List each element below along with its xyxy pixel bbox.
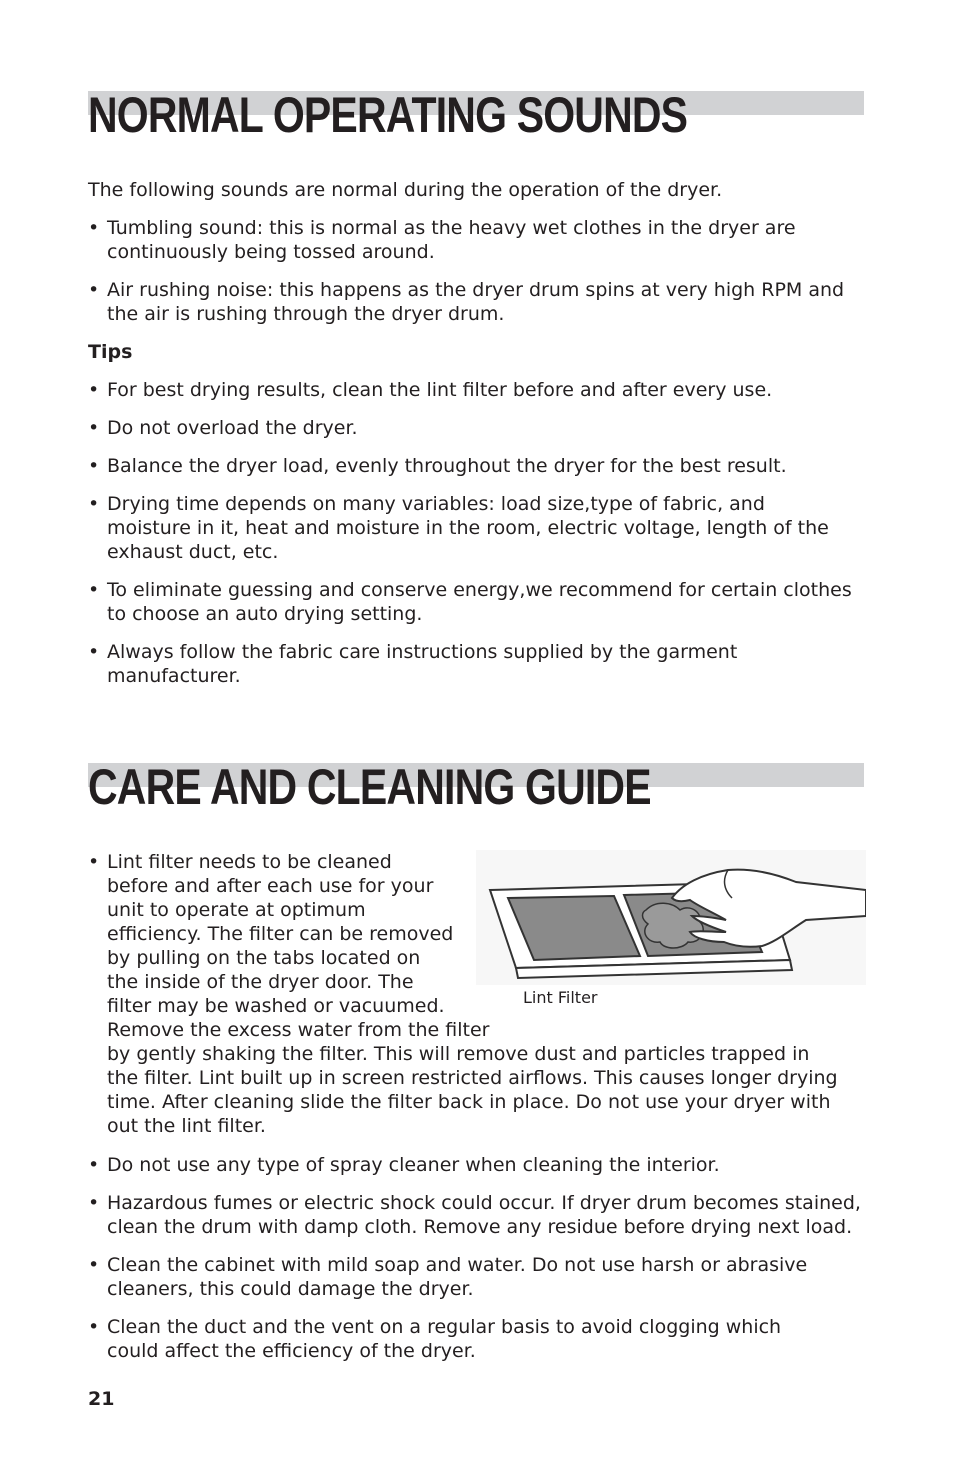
bullet-icon: •	[88, 417, 100, 439]
line: out the lint filter.	[107, 1115, 266, 1137]
line: Do not use any type of spray cleaner when cleaning the interior.	[107, 1154, 720, 1176]
line: the air is rushing through the dryer drum.	[107, 303, 505, 325]
lint-filter-figure	[476, 850, 866, 1010]
bullet-icon: •	[88, 493, 100, 515]
bullet-icon: •	[88, 379, 100, 401]
bullet-icon: •	[88, 851, 100, 873]
line: clean the drum with damp cloth. Remove any residue before drying next load.	[107, 1216, 853, 1238]
list-item	[88, 1153, 720, 1177]
page-number: 21	[88, 1388, 115, 1410]
line: Drying time depends on many variables: load size,type of fabric, and	[107, 493, 765, 515]
line: cleaners, this could damage the dryer.	[107, 1278, 474, 1300]
list-item	[88, 278, 844, 326]
line: by pulling on the tabs located on	[107, 947, 421, 969]
list-item	[88, 416, 358, 440]
tips-heading: Tips	[88, 341, 133, 363]
line: Lint filter needs to be cleaned	[107, 851, 392, 873]
line: Remove the excess water from the filter	[107, 1019, 490, 1041]
list-item	[88, 1253, 807, 1301]
line: efficiency. The filter can be removed	[107, 923, 454, 945]
line: filter may be washed or vacuumed.	[107, 995, 445, 1017]
list-item	[88, 1191, 861, 1239]
line: exhaust duct, etc.	[107, 541, 279, 563]
line: Tumbling sound: this is normal as the heavy wet clothes in the dryer are	[107, 217, 796, 239]
line: Hazardous fumes or electric shock could occur. If dryer drum becomes stained,	[107, 1192, 861, 1214]
bullet-icon: •	[88, 1192, 100, 1214]
line: manufacturer.	[107, 665, 241, 687]
bullet-icon: •	[88, 455, 100, 477]
line: time. After cleaning slide the filter back in place. Do not use your dryer with	[107, 1091, 831, 1113]
bullet-icon: •	[88, 579, 100, 601]
lint-filter-illustration-icon	[476, 850, 866, 985]
line: the filter. Lint built up in screen restricted airflows. This causes longer drying	[107, 1067, 838, 1089]
list-item	[88, 492, 829, 564]
line: Do not overload the dryer.	[107, 417, 358, 439]
list-item	[88, 578, 852, 626]
line: To eliminate guessing and conserve energy,we recommend for certain clothes	[107, 579, 852, 601]
line: For best drying results, clean the lint filter before and after every use.	[107, 379, 773, 401]
section-heading-care-and-cleaning-guide	[88, 760, 864, 820]
line: Clean the cabinet with mild soap and water. Do not use harsh or abrasive	[107, 1254, 808, 1276]
line: Balance the dryer load, evenly throughout the dryer for the best result.	[107, 455, 787, 477]
bullet-icon: •	[88, 1254, 100, 1276]
bullet-icon: •	[88, 279, 100, 301]
intro-text: The following sounds are normal during the operation of the dryer.	[88, 179, 723, 201]
line: moisture in it, heat and moisture in the room, electric voltage, length of the	[107, 517, 829, 539]
figure-caption: Lint Filter	[523, 988, 598, 1007]
line: to choose an auto drying setting.	[107, 603, 423, 625]
line: continuously being tossed around.	[107, 241, 435, 263]
bullet-icon: •	[88, 1154, 100, 1176]
list-item	[88, 454, 787, 478]
line: unit to operate at optimum	[107, 899, 366, 921]
line: could affect the efficiency of the dryer.	[107, 1340, 476, 1362]
line: by gently shaking the filter. This will remove dust and particles trapped in	[107, 1043, 810, 1065]
page-title: NORMAL OPERATING SOUNDS	[88, 87, 688, 143]
list-item	[88, 640, 737, 688]
line: the inside of the dryer door. The	[107, 971, 414, 993]
section-heading-normal-operating-sounds	[88, 88, 864, 148]
section-title: CARE AND CLEANING GUIDE	[88, 759, 651, 815]
bullet-icon: •	[88, 1316, 100, 1338]
list-item	[88, 216, 796, 264]
list-item	[88, 378, 772, 402]
line: before and after each use for your	[107, 875, 434, 897]
list-item	[88, 1315, 781, 1363]
line: Clean the duct and the vent on a regular basis to avoid clogging which	[107, 1316, 782, 1338]
bullet-icon: •	[88, 217, 100, 239]
line: Always follow the fabric care instructions supplied by the garment	[107, 641, 738, 663]
line: Air rushing noise: this happens as the dryer drum spins at very high RPM and	[107, 279, 845, 301]
bullet-icon: •	[88, 641, 100, 663]
